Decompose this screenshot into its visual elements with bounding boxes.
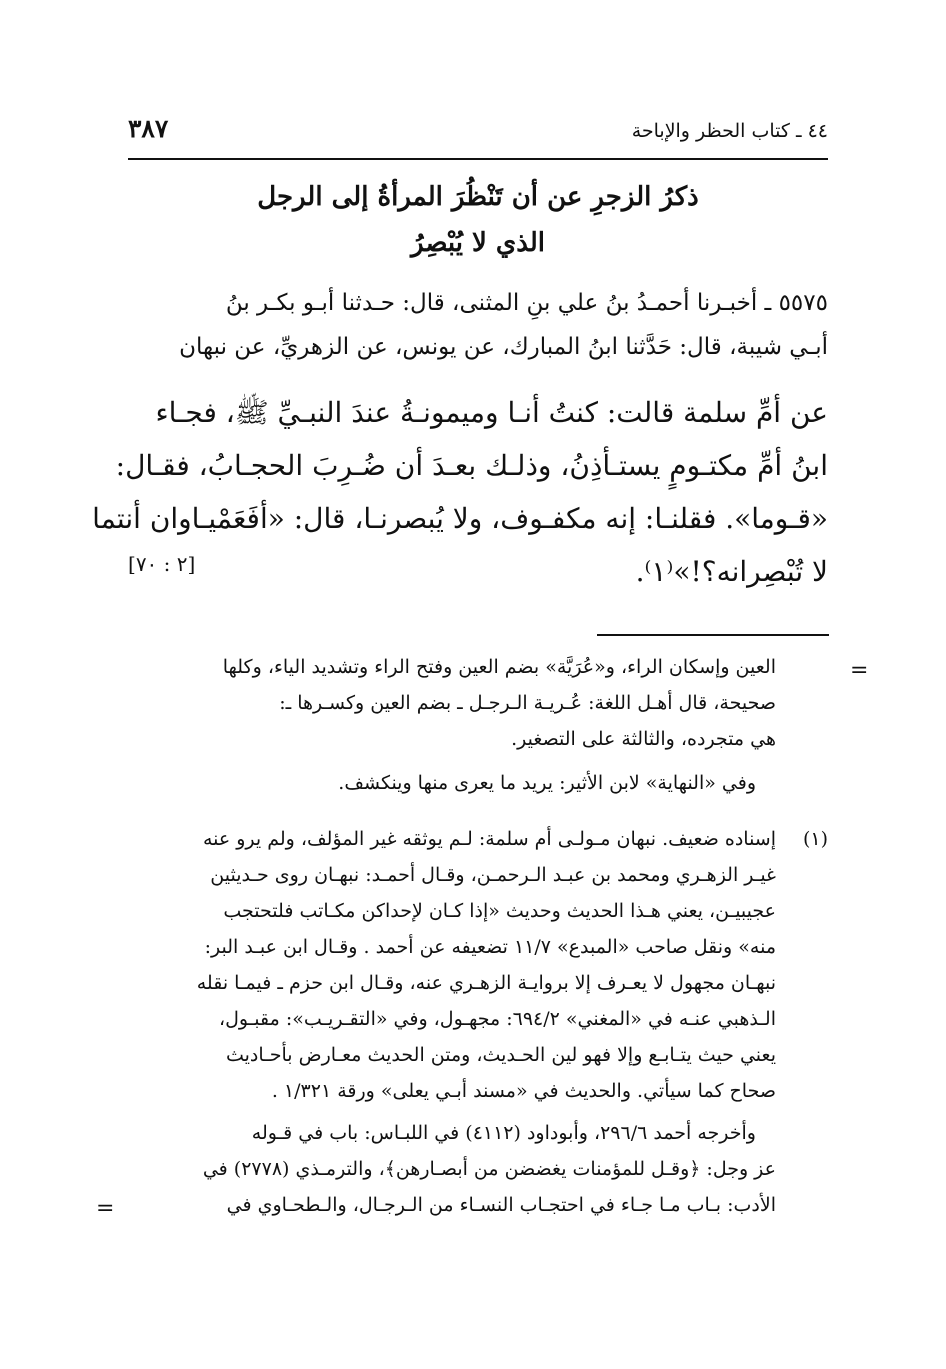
matn-line: عن أمِّ سلمة قالت: كنتُ أنـا وميمونـةُ عندَ النبـيِّ ﷺ، فجـاء: [155, 396, 828, 429]
continuation-mark: =: [850, 658, 869, 683]
running-header-chapter: ٤٤ ـ كتاب الحظر والإباحة: [631, 120, 828, 142]
footnote-line: منه» ونقل صاحب «المبدع» ١١/٧ تضعيفه عن أحمد . وقـال ابن عبـد البر:: [204, 936, 776, 958]
footnote-line: صحاح كما سيأتي. والحديث في «مسند أبـي يعلى» ورقة ١/٣٢١ .: [271, 1080, 776, 1102]
matn-line: «قـوما». فقلنـا: إنه مكفـوف، ولا يُبصرنـا، قال: «أفَعَمْيـاوان أنتما: [92, 502, 828, 535]
page-number: ٣٨٧: [128, 114, 169, 143]
footnote-line: نبهـان مجهول لا يعـرف إلا بروايـة الزهـري عنه، وقـال ابن حزم ـ فيمـا نقله: [196, 972, 776, 994]
footnote-line: وأخرجه أحمد ٢٩٦/٦، وأبوداود (٤١١٢) في اللبـاس: باب في قـوله: [251, 1122, 756, 1144]
trailing-continuation-mark: =: [96, 1196, 115, 1221]
section-title-line-1: ذكرُ الزجرِ عن أن تَنْظُرَ المرأةُ إلى الرجل: [257, 182, 699, 212]
footnote-line: إسناده ضعيف. نبهان مـولـى أم سلمة: لـم يوثقه غير المؤلف، ولم يرو عنه: [202, 828, 776, 850]
footnote-number: (١): [802, 828, 828, 850]
isnad-line: ٥٥٧٥ ـ أخبـرنا أحمـدُ بنُ علي بنِ المثنى، قال: حـدثنا أبـو بكـر بنُ: [225, 290, 828, 316]
footnote-line: هي متجرده، والثالثة على التصغير.: [511, 728, 776, 750]
matn-line: ابنُ أمِّ مكتـومٍ يستـأذِنُ، وذلـك بعـدَ أن ضُـرِبَ الحجـابُ، فقـال:: [115, 449, 828, 482]
footnote-line: غيـر الزهـري ومحمد بن عبـد الـرحمـن، وقـال أحمـد: نبهـان روى حـديثين: [210, 864, 776, 886]
footnote-line: عجيبيـن، يعني هـذا الحديث وحديث «إذا كـان لإحداكن مكـاتب فلتحتجب: [223, 900, 776, 922]
footnote-line: الـذهبي عنـه في «المغني» ٦٩٤/٢: مجهـول، وفي «التقـريـب»: مقبـول،: [218, 1008, 776, 1030]
hadith-reference: [٢ : ٧٠]: [128, 552, 196, 576]
section-title-line-2: الذي لا يُبْصِرُ: [410, 228, 546, 258]
footnote-line: الأدب: بـاب مـا جـاء في احتجـاب النسـاء من الـرجـال، والـطحـاوي في: [226, 1194, 776, 1216]
footnote-line: العين وإسكان الراء، و«عُرَيَّة» بضم العين وفتح الراء وتشديد الياء، وكلها: [222, 656, 776, 678]
matn-line: لا تُبْصِرانه؟!»⁽١⁾.: [635, 555, 828, 588]
footnote-line: يعني حيث يتـابـع وإلا فهو لين الحـديث، ومتن الحديث معـارض بأحـاديث: [225, 1044, 776, 1066]
footnote-line: صحيحة، قال أهـل اللغة: عُـريـة الـرجـل ـ بضم العين وكسـرها ـ:: [279, 692, 776, 714]
isnad-line: أبـي شيبة، قال: حَدَّثنا ابنُ المبارك، عن يونس، عن الزهريِّ، عن نبهان: [179, 334, 828, 360]
footnote-line: وفي «النهاية» لابن الأثير: يريد ما يعرى منها وينكشف.: [338, 772, 756, 794]
footnote-rule: [597, 634, 829, 636]
footnote-line: عز وجل: ﴿وقـل للمؤمنات يغضضن من أبصـارهن﴾، والترمـذي (٢٧٧٨) في: [202, 1158, 776, 1180]
header-rule: [128, 158, 828, 160]
